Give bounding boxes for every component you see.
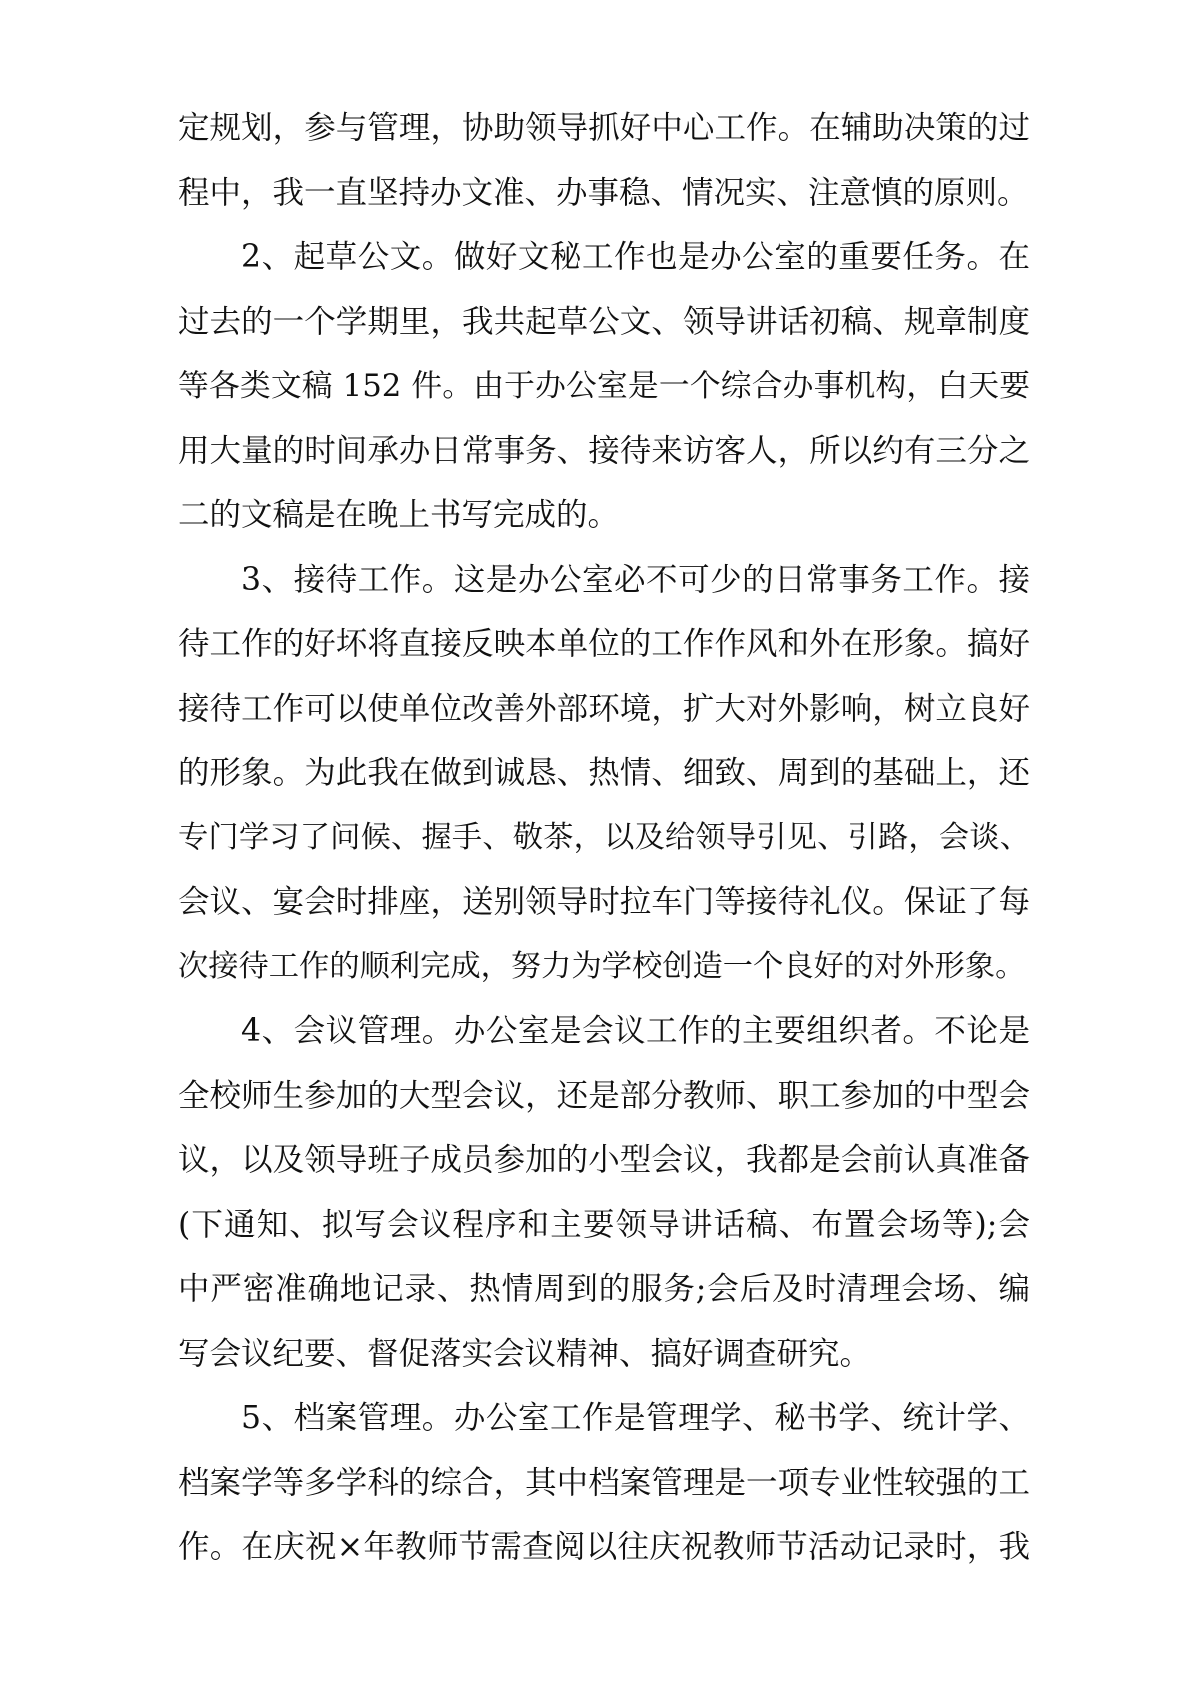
- paragraph-1-line-1: 定规划，参与管理，协助领导抓好中心工作。在辅助决策的过: [178, 110, 1030, 146]
- paragraph-5-line-3: 作。在庆祝×年教师节需查阅以往庆祝教师节活动记录时，我: [178, 1529, 1030, 1565]
- paragraph-4-line-3: 议，以及领导班子成员参加的小型会议，我都是会前认真准备: [178, 1142, 1030, 1178]
- paragraph-5-line-1: 5、档案管理。办公室工作是管理学、秘书学、统计学、: [241, 1400, 1030, 1436]
- paragraph-3-line-1: 3、接待工作。这是办公室必不可少的日常事务工作。接: [241, 561, 1030, 598]
- paragraph-4-line-1: 4、会议管理。办公室是会议工作的主要组织者。不论是: [241, 1013, 1030, 1049]
- paragraph-3-line-7: 次接待工作的顺利完成，努力为学校创造一个良好的对外形象。: [178, 948, 1026, 984]
- paragraph-2-line-5: 二的文稿是在晚上书写完成的。: [178, 497, 620, 533]
- paragraph-3-line-2: 待工作的好坏将直接反映本单位的工作作风和外在形象。搞好: [178, 626, 1030, 662]
- paragraph-2-line-1: 2、起草公文。做好文秘工作也是办公室的重要任务。在: [241, 239, 1030, 275]
- paragraph-3-line-5: 专门学习了问候、握手、敬茶，以及给领导引见、引路，会谈、: [178, 819, 1030, 855]
- paragraph-4-line-5: 中严密准确地记录、热情周到的服务;会后及时清理会场、编: [178, 1271, 1030, 1307]
- paragraph-4-line-2: 全校师生参加的大型会议，还是部分教师、职工参加的中型会: [178, 1077, 1030, 1114]
- paragraph-4-line-6: 写会议纪要、督促落实会议精神、搞好调查研究。: [178, 1335, 872, 1372]
- paragraph-1-line-2: 程中，我一直坚持办文准、办事稳、情况实、注意慎的原则。: [178, 174, 1029, 211]
- paragraph-2-line-4: 用大量的时间承办日常事务、接待来访客人，所以约有三分之: [178, 432, 1030, 469]
- paragraph-2-line-3: 等各类文稿 152 件。由于办公室是一个综合办事机构，白天要: [178, 368, 1030, 404]
- paragraph-5-line-2: 档案学等多学科的综合，其中档案管理是一项专业性较强的工: [178, 1464, 1030, 1501]
- document-body: [178, 96, 1030, 1580]
- paragraph-2-line-2: 过去的一个学期里，我共起草公文、领导讲话初稿、规章制度: [178, 303, 1030, 340]
- paragraph-3-line-4: 的形象。为此我在做到诚恳、热情、细致、周到的基础上，还: [178, 755, 1030, 791]
- paragraph-3-line-6: 会议、宴会时排座，送别领导时拉车门等接待礼仪。保证了每: [178, 884, 1030, 920]
- paragraph-3-line-3: 接待工作可以使单位改善外部环境，扩大对外影响，树立良好: [178, 690, 1030, 727]
- paragraph-4-line-4: (下通知、拟写会议程序和主要领导讲话稿、布置会场等);会: [178, 1206, 1030, 1243]
